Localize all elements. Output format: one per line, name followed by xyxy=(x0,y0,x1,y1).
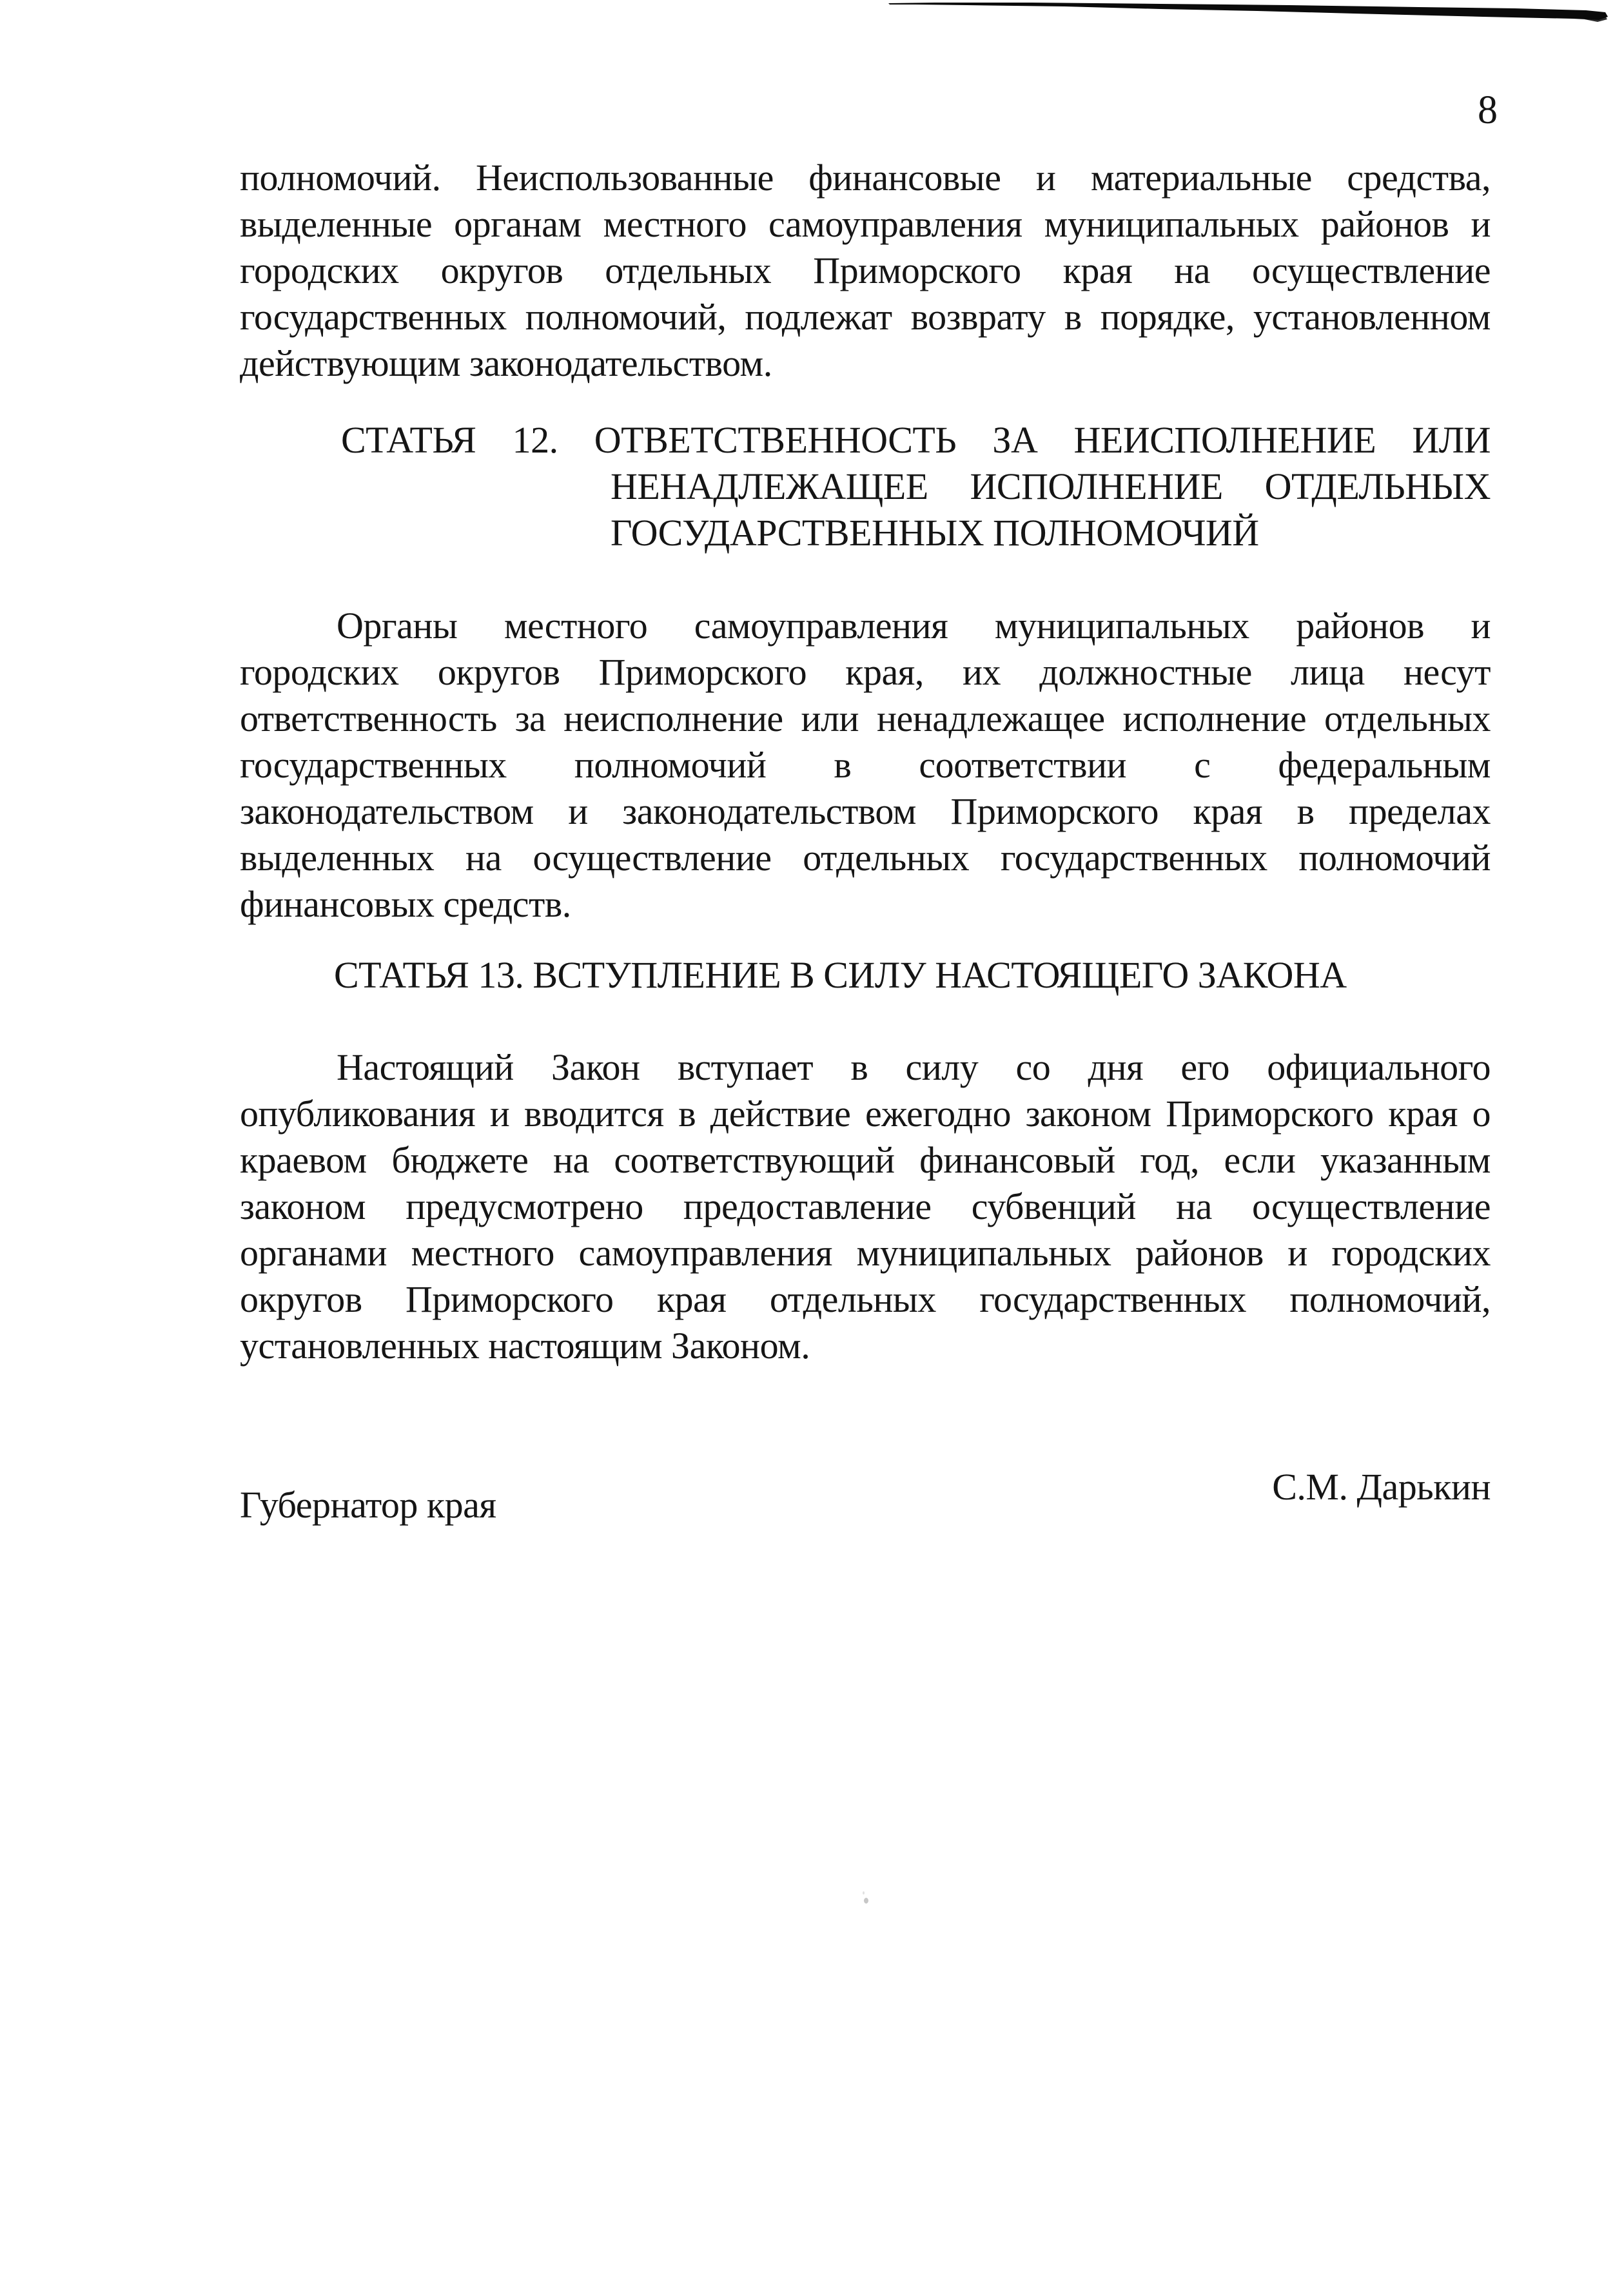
paragraph-continuation xyxy=(240,155,1491,387)
heading-line: ГОСУДАРСТВЕННЫХ ПОЛНОМОЧИЙ xyxy=(611,512,1259,554)
text-line: краевом бюджете на соответствующий финансовый год, если указанным xyxy=(240,1139,1491,1181)
text-line: государственных полномочий, подлежат возврату в порядке, установленном xyxy=(240,296,1491,338)
signature-row xyxy=(240,1466,1491,1528)
text-line: установленных настоящим Законом. xyxy=(240,1325,810,1367)
text-line: округов Приморского края отдельных государственных полномочий, xyxy=(240,1278,1491,1320)
article-13-heading xyxy=(240,952,1491,999)
text-line: городских округов Приморского края, их должностные лица несут xyxy=(240,651,1491,693)
text-line: законодательством и законодательством Приморского края в пределах xyxy=(240,790,1491,832)
article-12-body-paragraph xyxy=(240,603,1491,928)
text-line: Органы местного самоуправления муниципальных районов и xyxy=(337,605,1491,647)
text-line: органами местного самоуправления муниципальных районов и городских xyxy=(240,1232,1491,1274)
article-13-body-paragraph xyxy=(240,1044,1491,1369)
scan-speck-artifact xyxy=(864,1898,868,1904)
text-line: действующим законодательством. xyxy=(240,342,772,384)
text-line: ответственность за неисполнение или ненадлежащее исполнение отдельных xyxy=(240,697,1491,739)
text-line: опубликования и вводится в действие ежегодно законом Приморского края о xyxy=(240,1093,1491,1135)
text-line: Настоящий Закон вступает в силу со дня его официального xyxy=(337,1046,1491,1088)
text-line: законом предусмотрено предоставление субвенций на осуществление xyxy=(240,1185,1491,1227)
text-line: полномочий. Неиспользованные финансовые и материальные средства, xyxy=(240,157,1491,199)
heading-line: СТАТЬЯ 12. ОТВЕТСТВЕННОСТЬ ЗА НЕИСПОЛНЕНИЕ ИЛИ xyxy=(341,419,1491,461)
text-line: городских округов отдельных Приморского края на осуществление xyxy=(240,249,1491,291)
text-line: выделенные органам местного самоуправления муниципальных районов и xyxy=(240,203,1491,245)
text-line: финансовых средств. xyxy=(240,883,571,925)
text-line: государственных полномочий в соответствии с федеральным xyxy=(240,744,1491,786)
signature-name: С.М. Дарькин xyxy=(1272,1466,1491,1508)
heading-line: СТАТЬЯ 13. ВСТУПЛЕНИЕ В СИЛУ НАСТОЯЩЕГО ЗАКОНА xyxy=(334,954,1347,996)
signature-role: Губернатор края xyxy=(240,1484,496,1526)
page-number: 8 xyxy=(1478,88,1498,132)
heading-line: НЕНАДЛЕЖАЩЕЕ ИСПОЛНЕНИЕ ОТДЕЛЬНЫХ xyxy=(611,465,1491,507)
article-12-heading xyxy=(240,417,1491,556)
text-line: выделенных на осуществление отдельных государственных полномочий xyxy=(240,837,1491,879)
document-content xyxy=(240,0,1491,1528)
